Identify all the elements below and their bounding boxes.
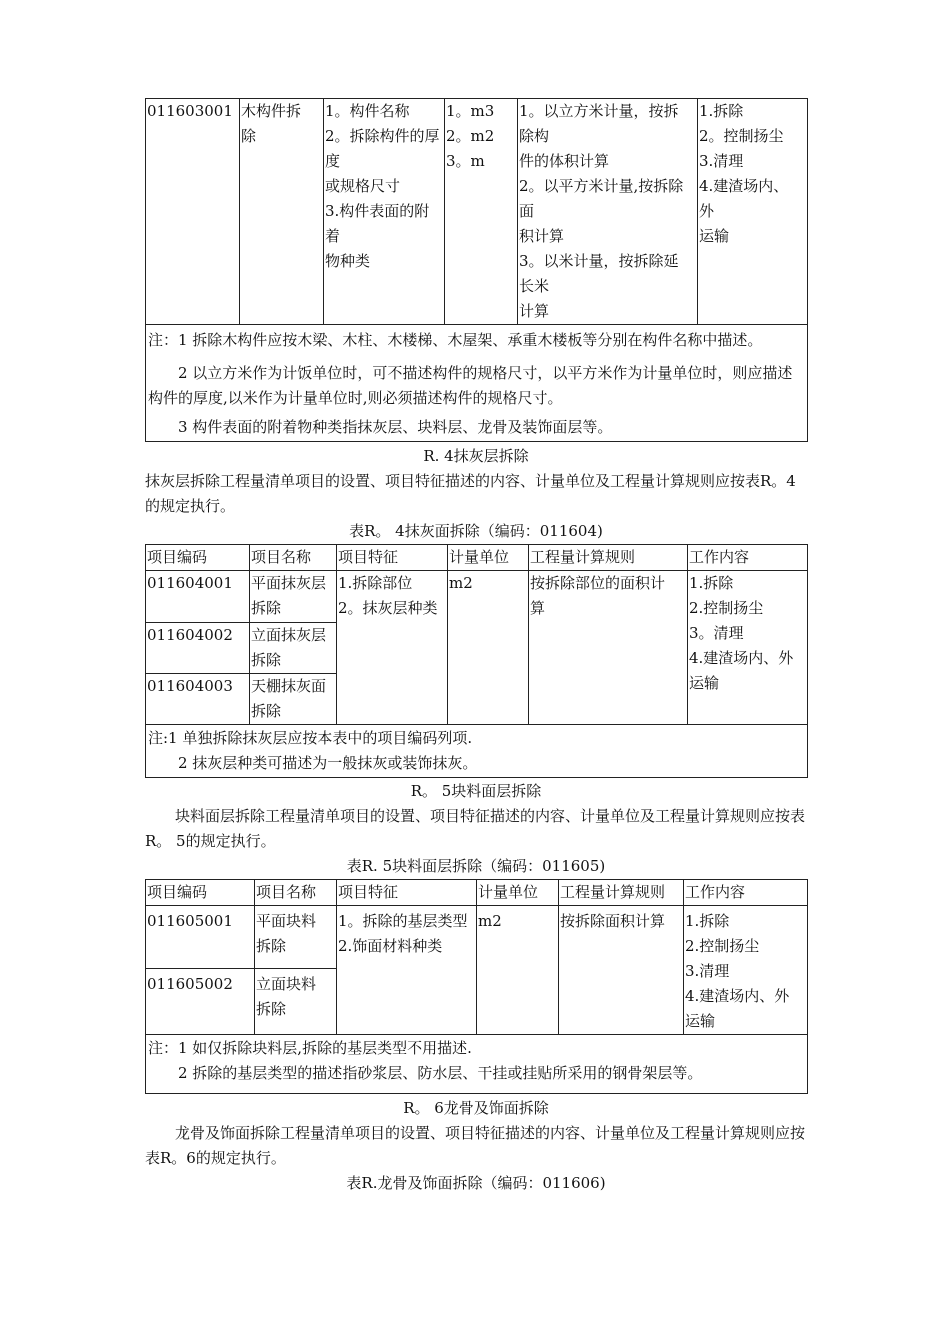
table-row	[146, 906, 808, 969]
note-2: 2 拆除的基层类型的描述指砂浆层、防水层、干挂或挂贴所采用的钢骨架层等。	[178, 1064, 703, 1082]
item-name: 平面抹灰层 拆除	[250, 571, 337, 623]
header-name: 项目名称	[255, 880, 337, 906]
note-3: 3 构件表面的附着物种类指抹灰层、块料层、龙骨及装饰面层等。	[178, 418, 613, 436]
item-code: 011605001	[146, 906, 255, 969]
header-unit: 计量单位	[477, 880, 559, 906]
table-row	[146, 99, 808, 325]
table-r3	[145, 98, 808, 442]
table-notes	[146, 1035, 808, 1094]
table-notes	[146, 725, 808, 778]
table-title: 表R.龙骨及饰面拆除（编码：011606)	[346, 1174, 606, 1192]
item-name: 木构件拆 除	[240, 99, 324, 325]
table-header-row	[146, 880, 808, 906]
item-unit: m2	[477, 906, 559, 1035]
item-rules: 1。以立方米计量，按拆 除构 件的体积计算 2。以平方米计量,按拆除 面 积计算 3。以米计量，按拆除延 长米 计算	[518, 99, 698, 325]
note-1: 注:1 单独拆除抹灰层应按本表中的项目编码列项.	[148, 729, 473, 747]
note-2: 2 以立方米作为计饭单位时，可不描述构件的规格尺寸，以平方米作为计量单位时，则应描述构件的厚度,以米作为计量单位时,则必须描述构件的规格尺寸。	[148, 364, 793, 407]
item-name: 立面抹灰层 拆除	[250, 623, 337, 674]
header-unit: 计量单位	[448, 545, 529, 571]
document-page	[145, 98, 811, 1196]
section-paragraph: 龙骨及饰面拆除工程量清单项目的设置、项目特征描述的内容、计量单位及工程量计算规则应按表R。6的规定执行。	[145, 1124, 806, 1167]
table-notes-row	[146, 325, 808, 442]
header-code: 项目编码	[146, 545, 250, 571]
table-header-row	[146, 545, 808, 571]
section-paragraph: 块料面层拆除工程量清单项目的设置、项目特征描述的内容、计量单位及工程量计算规则应按表R。 5的规定执行。	[145, 807, 806, 850]
table-row	[146, 571, 808, 623]
item-name: 平面块料 拆除	[255, 906, 337, 969]
section-heading: R。 5块料面层拆除	[410, 782, 542, 800]
table-title: 表R。 4抹灰面拆除（编码：011604)	[349, 522, 603, 540]
section-paragraph: 抹灰层拆除工程量清单项目的设置、项目特征描述的内容、计量单位及工程量计算规则应按表R。4 的规定执行。	[145, 472, 811, 515]
table-notes-row	[146, 725, 808, 778]
item-name: 天棚抹灰面 拆除	[250, 674, 337, 725]
item-features: 1.拆除部位 2。抹灰层种类	[337, 571, 448, 725]
item-code: 011604003	[146, 674, 250, 725]
header-work: 工作内容	[684, 880, 808, 906]
item-work: 1.拆除 2.控制扬尘 3.清理 4.建渣场内、外 运输	[684, 906, 808, 1035]
item-code: 011603001	[146, 99, 240, 325]
table-r5	[145, 879, 808, 1094]
table-notes	[146, 325, 808, 442]
note-1: 注：1 拆除木构件应按木梁、木柱、木楼梯、木屋架、承重木楼板等分别在构件名称中描述。	[148, 331, 763, 349]
item-units: 1。m3 2。m2 3。m	[445, 99, 518, 325]
header-code: 项目编码	[146, 880, 255, 906]
note-2: 2 抹灰层种类可描述为一般抹灰或装饰抹灰。	[178, 754, 478, 772]
table-r4	[145, 544, 808, 778]
item-rule: 按拆除面积计算	[559, 906, 684, 1035]
item-name: 立面块料 拆除	[255, 968, 337, 1034]
section-heading: R. 4抹灰层拆除	[423, 447, 529, 465]
item-work: 1.拆除 2。控制扬尘 3.清理 4.建渣场内、 外 运输	[698, 99, 808, 325]
item-code: 011604002	[146, 623, 250, 674]
header-features: 项目特征	[337, 545, 448, 571]
note-1: 注：1 如仅拆除块料层,拆除的基层类型不用描述.	[148, 1039, 472, 1057]
header-rule: 工程量计算规则	[559, 880, 684, 906]
header-name: 项目名称	[250, 545, 337, 571]
item-rule: 按拆除部位的面积计 算	[529, 571, 688, 725]
section-heading: R。 6龙骨及饰面拆除	[403, 1099, 549, 1117]
item-features: 1。拆除的基层类型 2.饰面材料种类	[337, 906, 477, 1035]
table-title: 表R. 5块料面层拆除（编码：011605)	[346, 857, 606, 875]
item-code: 011604001	[146, 571, 250, 623]
header-features: 项目特征	[337, 880, 477, 906]
item-features: 1。构件名称 2。拆除构件的厚 度 或规格尺寸 3.构件表面的附 着 物种类	[324, 99, 445, 325]
table-notes-row	[146, 1035, 808, 1094]
item-code: 011605002	[146, 968, 255, 1034]
header-rule: 工程量计算规则	[529, 545, 688, 571]
item-unit: m2	[448, 571, 529, 725]
item-work: 1.拆除 2.控制扬尘 3。清理 4.建渣场内、外 运输	[688, 571, 808, 725]
header-work: 工作内容	[688, 545, 808, 571]
